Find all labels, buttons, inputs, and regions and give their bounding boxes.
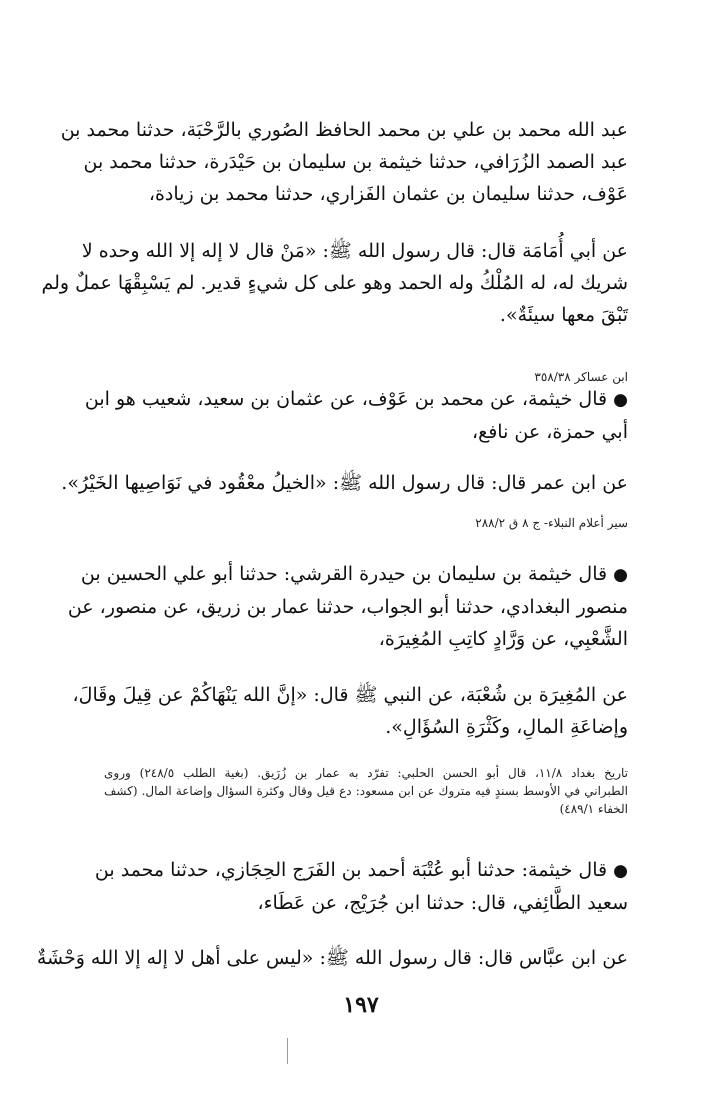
text-line: عبد الله محمد بن علي بن محمد الحافظ الصُوري بالرَّحْبَة، حدثنا محمد بن [60,119,628,141]
hadith-chain-paragraph [84,383,628,448]
note-line: الخفاء ٤٨٩/١) [559,802,628,816]
page-number: ١٩٧ [343,992,379,1018]
text-line-content: قال خيثمة: حدثنا أبو عُتْبَة أحمد بن الفَرَج الحِجَازي، حدثنا محمد بن [94,859,608,881]
scan-artifact-mark [287,1038,288,1064]
text-line-content: قال خيثمة، عن محمد بن عَوْف، عن عثمان بن سعيد، شعيب هو ابن [84,388,608,410]
hadith-text-paragraph [61,467,628,499]
text-line [84,383,628,416]
text-line: عن المُغِيرَة بن شُعْبَة، عن النبي ﷺ قال: «إنَّ الله يَنْهَاكُمْ عن قِيلَ وقَالَ، [72,684,628,706]
text-line: تَبْقَ معها سيئَةٌ». [499,304,628,326]
text-line: شريك له، له المُلْكُ وله الحمد وهو على كل شيءٍ قدير. لم يَسْبِقْهَا عملٌ ولم [41,272,628,294]
text-line: عن ابن عبَّاس قال: قال رسول الله ﷺ: «ليس على أهل لا إله إلا الله وَحْشَةٌ [36,947,628,969]
hadith-text-paragraph [72,679,628,743]
note-line: تاريخ بغداد ١١/٨، قال أبو الحسن الحلبي: تفرّد به عمار بن زُرَيق. (بغية الطلب ٢٤٨/٥) وروى [104,766,628,780]
hadith-chain-paragraph [67,558,628,655]
text-line [94,854,628,887]
hadith-chain-paragraph [60,114,628,210]
text-line: عن ابن عمر قال: قال رسول الله ﷺ: «الخيلُ معْقُود في نَوَاصِيها الخَيْرُ». [61,472,628,494]
note-line: الطبراني في الأوسط بسندٍ فيه متروك عن ابن مسعود: دع قيل وقال وكثرة السؤال وإضاعة المال. (كشف [104,784,628,798]
hadith-chain-paragraph [94,854,628,919]
note-line: ابن عساكر ٣٥٨/٣٨ [534,370,628,384]
text-line: منصور البغدادي، حدثنا أبو الجواب، حدثنا عمار بن زريق، عن منصور، عن [67,596,628,618]
text-line: عن أبي أُمَامَة قال: قال رسول الله ﷺ: «مَنْ قال لا إله إلا الله وحده لا [81,240,628,262]
text-line: عَوْف، حدثنا سليمان بن عثمان الفَزاري، حدثنا محمد بن زيادة، [148,183,628,205]
text-line: وإضاعَةِ المالِ، وكَثْرَةِ السُؤَالِ». [385,716,628,738]
reference-note [104,514,628,532]
text-line: سعيد الطَّائِفي، قال: حدثنا ابن جُرَيْج، عن عَطَاء، [257,892,628,914]
text-line: الشَّعْبِي، عن وَرَّادٍ كاتِبِ المُغِيرَة، [378,628,628,650]
bullet-marker: ● [613,565,628,585]
text-line: أبي حمزة، عن نافع، [471,421,628,443]
text-line [80,558,628,591]
bullet-marker: ● [613,390,628,410]
reference-note [104,764,628,818]
text-line: عبد الصمد الزُرَافي، حدثنا خيثمة بن سليمان بن حَيْدَرة، حدثنا محمد بن [83,151,628,173]
hadith-text-paragraph [36,942,628,974]
hadith-text-paragraph [41,235,628,331]
bullet-marker: ● [613,861,628,881]
note-line: سير أعلام النبلاء- ج ٨ ق ٢٨٨/٢ [475,516,628,530]
text-line-content: قال خيثمة بن سليمان بن حيدرة القرشي: حدثنا أبو علي الحسين بن [80,563,608,585]
